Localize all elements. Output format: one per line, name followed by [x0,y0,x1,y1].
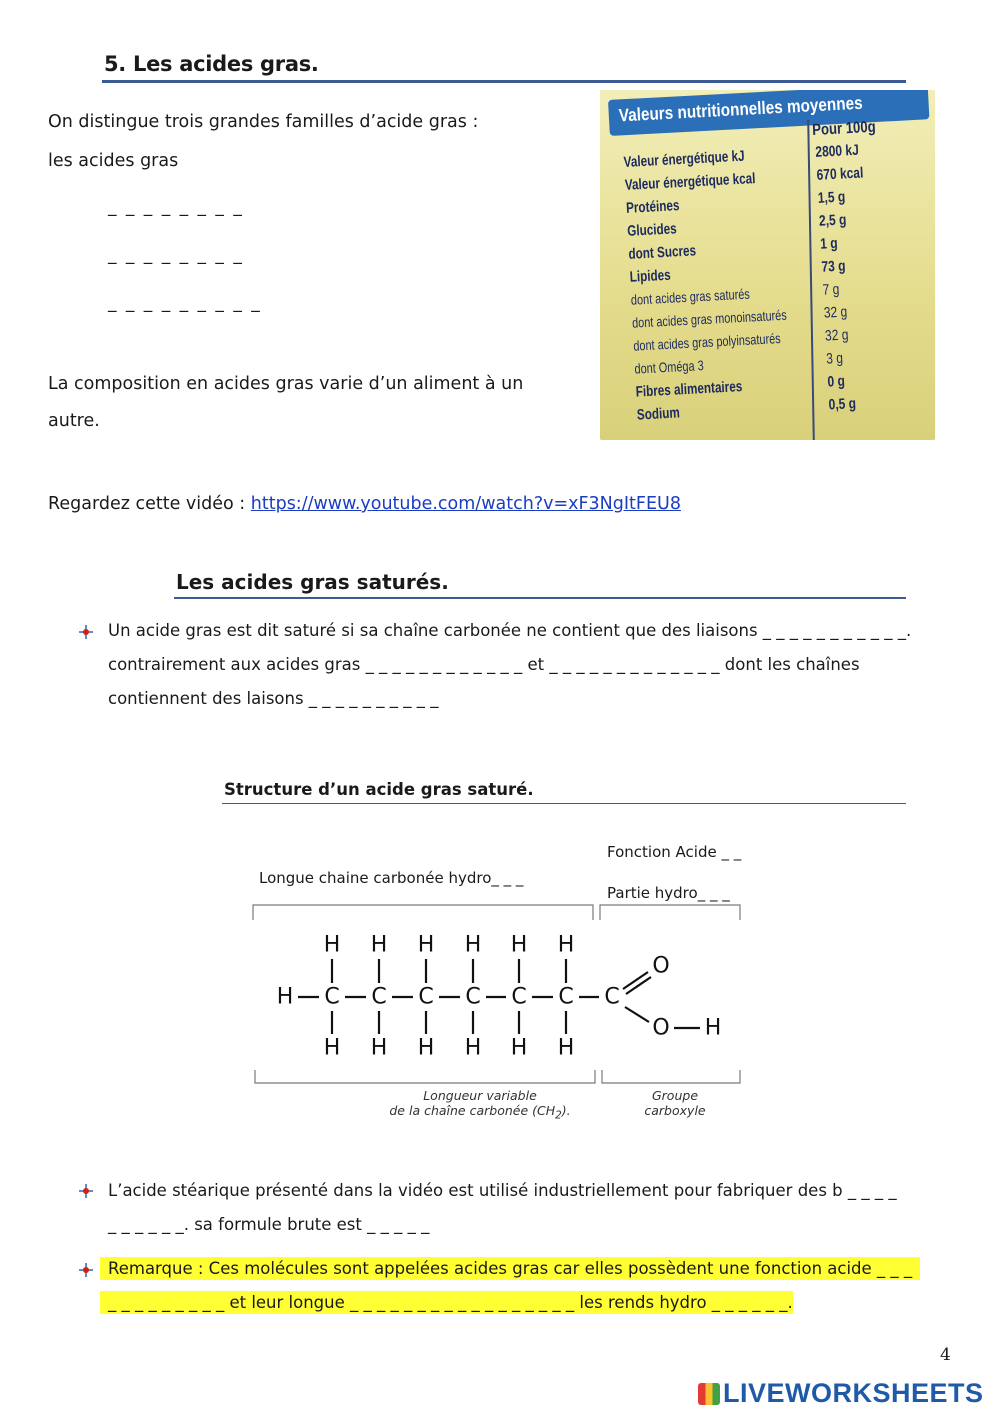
caption-left [370,1088,590,1122]
hydrogen-atom: H [323,932,341,958]
video-line [48,494,681,514]
label-row-value: 1 g [819,234,839,253]
carbon-atom: C [465,984,481,1010]
label-partie-hydro: Partie hydro_ _ _ [607,884,730,902]
label-row-value: 7 g [822,280,840,299]
title-underline [102,80,906,83]
bullet-1-line-1: Un acide gras est dit saturé si sa chaîne carbonée ne contient que des liaisons _ _ _ _ _ _ _ _ _ _ _. [108,621,912,640]
hydrogen-atom: H [417,932,435,958]
label-fonction-acide: Fonction Acide _ _ [607,843,742,861]
hydrogen-atom: H [464,932,482,958]
label-longue-chaine: Longue chaine carbonée hydro_ _ _ [259,869,524,887]
section-title: 5. Les acides gras. [104,52,319,76]
label-row-value: 73 g [821,257,846,276]
label-row-value: 2800 kJ [814,141,860,161]
bullet-2-line-2: _ _ _ _ _ _. sa formule brute est _ _ _ _ _ [108,1215,430,1234]
label-row-name: dont Sucres [628,242,697,263]
caption-left-sub: 2 [555,1109,562,1122]
video-link[interactable]: https://www.youtube.com/watch?v=xF3NgItFEU8 [250,494,681,514]
subsection-underline [174,597,906,599]
hydrogen-atom: H [557,1035,575,1061]
label-row-name: Sodium [636,404,681,424]
answer-blank-1[interactable]: _ _ _ _ _ _ _ _ [108,197,244,217]
subsection-title: Les acides gras saturés. [176,570,449,594]
bullet-2-line-1: L’acide stéarique présenté dans la vidéo est utilisé industriellement pour fabriquer des b _ _ _ _ [108,1181,897,1200]
label-row-value: 2,5 g [818,211,847,230]
carbon-atom: C [371,984,387,1010]
bracket-top-right [600,905,740,920]
bullet-1-line-3: contiennent des laisons _ _ _ _ _ _ _ _ _ _ [108,689,439,708]
hydrogen-atom: H [510,932,528,958]
hydrogen-atom: H [323,1035,341,1061]
intro-text-2: les acides gras [48,151,179,171]
bullet-3-line-2 [100,1286,920,1320]
bullet-1-line-2: contrairement aux acides gras _ _ _ _ _ _ _ _ _ _ _ _ et _ _ _ _ _ _ _ _ _ _ _ _ _ dont les chaînes [108,655,860,674]
nutrition-label-image [600,90,935,440]
hydrogen-atom: H [370,1035,388,1061]
label-row-value: 0,5 g [828,395,857,414]
logo-text: LIVEWORKSHEETS [723,1378,984,1408]
bullet-icon [78,1183,94,1199]
answer-blank-3[interactable]: _ _ _ _ _ _ _ _ _ [108,293,262,313]
bullet-3-line-1 [100,1252,920,1286]
hydrogen-atom: H [557,932,575,958]
label-row-name: Lipides [629,266,672,286]
carbon-atom: C [418,984,434,1010]
composition-text: La composition en acides gras varie d’un aliment à un [48,374,524,394]
caption-left-end: ). [561,1103,571,1118]
oxygen-atom: O [652,953,670,979]
logo-icon [698,1383,720,1405]
carbon-atom: C [558,984,574,1010]
hydrogen-atom: H [276,984,294,1010]
bullet-3-text [100,1252,920,1320]
caption-left-line-1: Longueur variable [423,1088,537,1103]
bullet-icon [78,624,94,640]
caption-right-line-2: carboxyle [644,1103,706,1118]
label-row-name: Protéines [625,197,680,217]
hydrogen-atom: H [464,1035,482,1061]
bracket-top-left [253,905,593,920]
caption-right [620,1088,730,1118]
structure-title: Structure d’un acide gras saturé. [224,780,534,799]
label-row-value: 670 kcal [816,164,864,184]
label-row-value: 3 g [825,349,844,368]
label-row-name: Glucides [626,220,678,240]
label-title: Valeurs nutritionnelles moyennes [618,92,864,126]
intro-text: On distingue trois grandes familles d’acide gras : [48,112,479,132]
molecule-bonds [298,959,700,1034]
carbon-atom: C [511,984,527,1010]
label-row-name: Valeur énergétique kcal [624,170,756,194]
label-row-name: dont acides gras monoinsaturés [631,306,788,331]
bullet-1-text [108,614,911,716]
remark-highlight-2: _ _ _ _ _ _ _ _ _ et leur longue _ _ _ _ _ _ _ _ _ _ _ _ _ _ _ _ _ les rends hydro _ _ _ _ _ _. [100,1291,793,1314]
composition-text-2: autre. [48,411,100,431]
page-number: 4 [940,1345,951,1365]
caption-left-text: de la chaîne carbonée (CH [389,1103,556,1118]
label-row-name: dont Oméga 3 [634,357,705,377]
structure-underline [222,803,906,804]
label-row-value: 32 g [824,326,849,345]
label-row-value: 0 g [827,372,846,391]
video-label: Regardez cette vidéo : [48,494,246,514]
carbon-atom: C [324,984,340,1010]
bracket-bottom-left [255,1070,595,1083]
single-bond [625,1007,649,1022]
caption-left-line-2 [370,1103,590,1122]
carbon-atom: C [604,984,620,1010]
label-row-value: 1,5 g [817,188,846,207]
hydrogen-atom: H [704,1015,722,1041]
label-row-name: dont acides gras polyinsaturés [632,329,782,354]
label-row-name: Valeur énergétique kJ [623,147,745,171]
label-row-name: Fibres alimentaires [635,378,743,401]
hydrogen-atom: H [510,1035,528,1061]
hydrogen-atom: H [370,932,388,958]
bracket-bottom-right [602,1070,740,1083]
answer-blank-2[interactable]: _ _ _ _ _ _ _ _ [108,245,244,265]
label-row-value: 32 g [823,303,848,322]
oxygen-atom: O [652,1015,670,1041]
bullet-icon [78,1262,94,1278]
hydrogen-atom: H [417,1035,435,1061]
bullet-2-text [108,1174,897,1242]
remark-highlight-1: Remarque : Ces molécules sont appelées acides gras car elles possèdent une fonction acide _ _ _ [100,1257,920,1280]
caption-right-line-1: Groupe [651,1088,699,1103]
liveworksheets-logo [698,1378,984,1409]
label-column-header: Pour 100g [811,118,877,140]
label-row-name: dont acides gras saturés [630,285,751,308]
